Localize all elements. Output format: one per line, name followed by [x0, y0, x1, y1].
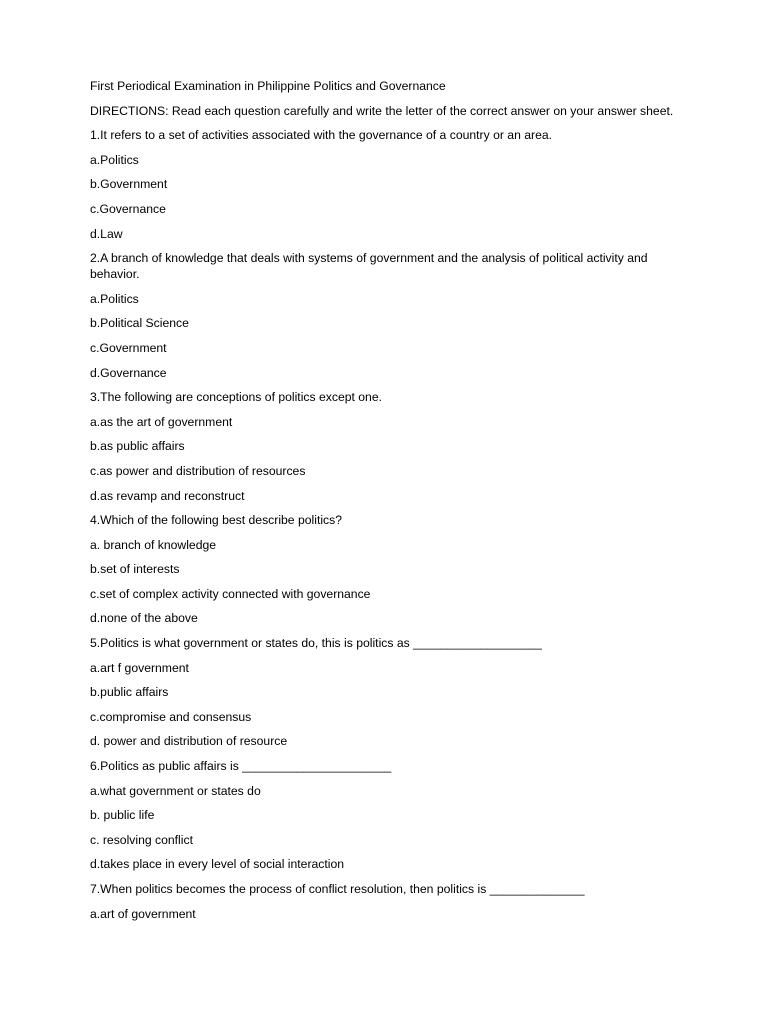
choice-b: b.Political Science: [90, 316, 189, 331]
question-text: 5.Politics is what government or states do, this is politics as ___________________: [90, 636, 542, 651]
choice-d: d. power and distribution of resource: [90, 734, 288, 749]
choice-c: c.compromise and consensus: [90, 709, 252, 724]
choice-a: a.Politics: [90, 291, 139, 306]
choice-a: a.as the art of government: [90, 414, 233, 429]
choice-c: c.Government: [90, 340, 167, 355]
choice-a: a.art of government: [90, 906, 196, 921]
choice-b: b.Government: [90, 177, 168, 192]
question-1: [90, 127, 690, 241]
question-text: 4.Which of the following best describe politics?: [90, 513, 343, 528]
question-text: 7.When politics becomes the process of conflict resolution, then politics is ______________: [90, 882, 585, 896]
choice-a: a.art f government: [90, 660, 189, 675]
choice-c: c. resolving conflict: [90, 832, 193, 847]
question-5: [90, 635, 690, 749]
question-2: [90, 250, 690, 380]
choice-d: d.none of the above: [90, 611, 198, 626]
choice-d: d.Law: [90, 226, 123, 241]
question-text: 3.The following are conceptions of politics except one.: [90, 390, 382, 405]
question-text: 2.A branch of knowledge that deals with systems of government and the analysis of political activity and behavior.: [90, 251, 651, 282]
choice-c: c.set of complex activity connected with governance: [90, 586, 371, 601]
choice-d: d.takes place in every level of social interaction: [90, 857, 345, 872]
question-4: [90, 512, 690, 626]
question-3: [90, 389, 690, 503]
choice-d: d.Governance: [90, 365, 167, 380]
question-text: 1.It refers to a set of activities associated with the governance of a country or an area.: [90, 128, 553, 143]
exam-content: [90, 78, 690, 930]
choice-b: b.as public affairs: [90, 439, 185, 454]
choice-c: c.as power and distribution of resources: [90, 463, 306, 478]
question-text: 6.Politics as public affairs is ______________________: [90, 759, 392, 774]
choice-a: a.Politics: [90, 152, 139, 167]
choice-b: b.public affairs: [90, 685, 169, 700]
choice-b: b. public life: [90, 808, 155, 823]
choice-a: a. branch of knowledge: [90, 537, 217, 552]
choice-b: b.set of interests: [90, 562, 180, 577]
choice-a: a.what government or states do: [90, 783, 261, 798]
choice-c: c.Governance: [90, 201, 166, 216]
exam-title: First Periodical Examination in Philippine Politics and Governance: [90, 79, 446, 93]
choice-d: d.as revamp and reconstruct: [90, 488, 245, 503]
question-7: [90, 881, 690, 922]
question-6: [90, 758, 690, 872]
exam-directions: DIRECTIONS: Read each question carefully and write the letter of the correct answer on your answer sheet.: [90, 103, 674, 118]
